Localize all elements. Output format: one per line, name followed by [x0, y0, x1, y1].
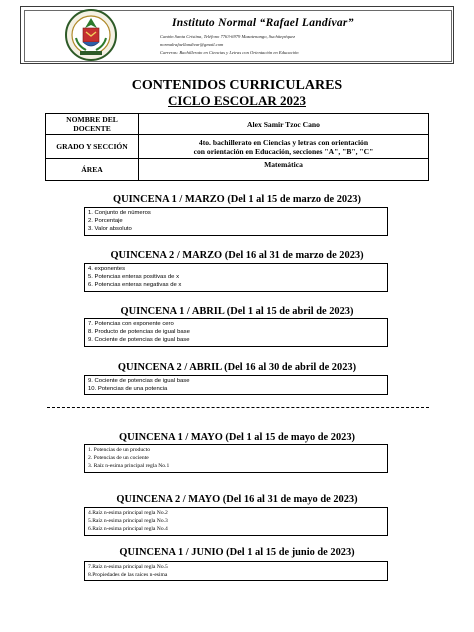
list-item: 2. Potencias de un cociente — [88, 455, 149, 462]
section-title-abril-2: QUINCENA 2 / ABRIL (Del 16 al 30 de abril de 2023) — [117, 362, 357, 373]
section-title-abril-1: QUINCENA 1 / ABRIL (Del 1 al 15 de abril de 2023) — [120, 306, 354, 317]
area-value: Matemática — [139, 159, 429, 181]
section-box-junio-1 — [84, 561, 388, 581]
section-title-mayo-2: QUINCENA 2 / MAYO (Del 16 al 31 de mayo de 2023) — [116, 494, 358, 505]
section-title-marzo-2: QUINCENA 2 / MARZO (Del 16 al 31 de marzo de 2023) — [110, 250, 364, 261]
teacher-label: NOMBRE DEL DOCENTE — [46, 114, 139, 135]
grade-value — [139, 135, 429, 159]
programs-line: Carreras: Bachillerato en Ciencias y Letras con Orientación en Educación — [160, 50, 299, 55]
section-box-abril-2 — [84, 375, 388, 395]
list-item: 7. Potencias con exponente cero — [88, 321, 174, 327]
list-item: 1. Conjunto de números — [88, 210, 151, 216]
address-line: Cantón Santa Cristina, Teléfono 7763-6979 Mazatenango, Suchitepéquez — [160, 34, 296, 39]
table-row — [46, 135, 429, 159]
institution-name: Instituto Normal “Rafael Landívar” — [172, 17, 354, 29]
section-box-mayo-2 — [84, 507, 388, 536]
section-box-marzo-1 — [84, 207, 388, 236]
section-box-marzo-2 — [84, 263, 388, 292]
section-box-mayo-1 — [84, 444, 388, 473]
document-subtitle: CICLO ESCOLAR 2023 — [168, 93, 306, 108]
document-title: CONTENIDOS CURRICULARES — [131, 78, 343, 93]
teacher-info-table — [45, 113, 429, 183]
list-item: 7.Raíz n-esima principal regla No.5 — [88, 564, 168, 570]
list-item: 5.Raíz n-esima principal regla No.3 — [88, 518, 168, 525]
table-row — [46, 114, 429, 135]
area-label: ÁREA — [46, 159, 139, 181]
email-line: normalrafaellandivar@gmail.com — [160, 42, 224, 47]
list-item: 4. exponentes — [88, 266, 126, 272]
list-item: 8. Producto de potencias de igual base — [88, 329, 190, 336]
section-title-marzo-1: QUINCENA 1 / MARZO (Del 1 al 15 de marzo de 2023) — [113, 194, 361, 205]
list-item: 4.Raíz n-esima principal regla No.2 — [88, 510, 168, 516]
list-item: 9. Cociente de potencias de igual base — [88, 337, 190, 344]
list-item: 2. Porcentaje — [88, 218, 123, 225]
table-row — [46, 159, 429, 181]
grade-label: GRADO Y SECCIÓN — [46, 135, 139, 159]
letterhead — [20, 6, 454, 64]
grade-value-line1: 4to. bachillerato en Ciencias y letras con orientación — [198, 137, 369, 147]
list-item: 6. Potencias enteras negativas de x — [88, 282, 182, 289]
list-item: 5. Potencias enteras positivas de x — [88, 274, 180, 281]
institution-crest-logo — [64, 8, 118, 62]
section-box-abril-1 — [84, 318, 388, 347]
list-item: 10. Potencias de una potencia — [88, 386, 168, 393]
dashed-divider — [47, 407, 429, 408]
teacher-value: Alex Samir Tzoc Cano — [139, 114, 429, 135]
grade-value-line2: con orientación en Educación, secciones "A", "B", "C" — [193, 146, 374, 156]
list-item: 3. Valor absoluto — [88, 226, 132, 233]
list-item: 9. Cociente de potencias de igual base — [88, 378, 190, 384]
list-item: 1. Potencias de un producto — [88, 447, 150, 453]
list-item: 3. Raíz n-esima principal regla No.1 — [88, 463, 170, 470]
list-item: 6.Raíz n-esima principal regla No.4 — [88, 526, 168, 533]
section-title-mayo-1: QUINCENA 1 / MAYO (Del 1 al 15 de mayo de 2023) — [119, 432, 355, 443]
section-title-junio-1: QUINCENA 1 / JUNIO (Del 1 al 15 de junio de 2023) — [119, 547, 355, 558]
list-item: 8.Propiedades de las raíces n-esima — [88, 572, 168, 579]
